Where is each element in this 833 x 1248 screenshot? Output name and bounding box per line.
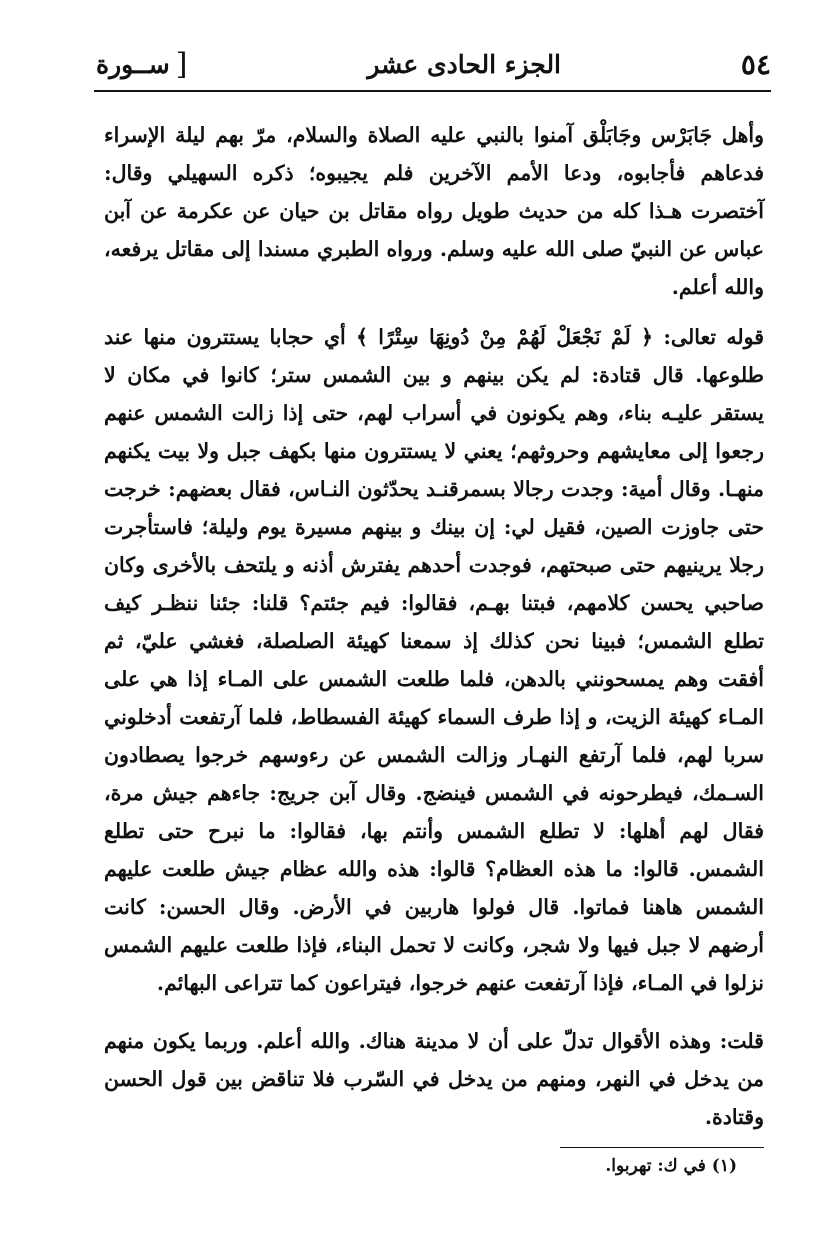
paragraph-2: قوله تعالى: ﴿ لَمْ نَجْعَلْ لَهُمْ مِنْ دُونِهَا سِتْرًا ﴾ أي حجابا يستترون منها عند طلوعها. قال قتادة: لم يكن بينهم و بين الشمس ستر؛ كانوا في مكان لا يستقر عليـه بناء، وهم يكونون في أسراب لهم، حتى إذا زالت الشمس عنهم رجعوا إلى معايشهم وحروثهم؛ يعني لا يستترون منها بكهف جبل ولا بيت يكنهم منهـا. وقال أمية: وجدت رجالا بسمرقنـد يحدّثون النـاس، فقال بعضهم: خرجت حتى جاوزت الصين، فقيل لي: إن بينك و بينهم مسيرة يوم وليلة؛ فاستأجرت رجلا يرينيهم حتى صبحتهم، فوجدت أحدهم يفترش أذنه و يلتحف بالأخرى وكان صاحبي يحسن كلامهم، فبتنا بهـم، فقالوا: فيم جئتم؟ قلنا: جئنا ننظـر كيف تطلع الشمس؛ فبينا نحن كذلك إذ سمعنا كهيئة الصلصلة، فغشي عليّ، ثم أفقت وهم يمسحونني بالدهن، فلما طلعت الشمس على المـاء إذا هي على المـاء كهيئة الزيت، و إذا طرف السماء كهيئة الفسطاط، فلما آرتفعت أدخلوني سربا لهم، فلما آرتفع النهـار وزالت الشمس عن رءوسهم خرجوا يصطادون السـمك، فيطرحونه في الشمس فينضج. وقال آبن جريج: جاءهم جيش مرة، فقال لهم أهلها: لا تطلع الشمس وأنتم بها، فقالوا: ما نبرح حتى تطلع الشمس. قالوا: ما هذه العظام؟ قالوا: هذه والله عظام جيش طلعت عليهم الشمس هاهنا فماتوا. قال فولوا هاربين في الأرض. وقال الحسن: كانت أرضهم لا جبل فيها ولا شجر، وكانت لا تحمل البناء، فإذا طلعت عليهم الشمس نزلوا في المـاء، فإذا آرتفعت عنهم خرجوا، فيتراعون كما تتراعى البهائم. xyxy=(104,325,764,995)
body-text xyxy=(104,116,764,1136)
page-header xyxy=(96,42,771,86)
footnote-rule xyxy=(560,1147,764,1148)
footnote: (١) في ك: تهربوا. xyxy=(605,1156,737,1176)
paragraph-3: قلت: وهذه الأقوال تدلّ على أن لا مدينة هناك. والله أعلم. وربما يكون منهم من يدخل في النهر، ومنهم من يدخل في السّرب فلا تناقض بين قول الحسن وقتادة. xyxy=(104,1029,764,1129)
surah-label: ســورة xyxy=(96,49,170,79)
header-rule xyxy=(94,90,771,92)
header-bracket: [ xyxy=(175,46,188,82)
paragraph-1: وأهل جَابَرْس وجَابَلْق آمنوا بالنبي عليه الصلاة والسلام، مرّ بهم ليلة الإسراء فدعاهم فأجابوه، ودعا الأمم الآخرين فلم يجيبوه؛ ذكره السهيلي وقال: آختصرت هـذا كله من حديث طويل رواه مقاتل بن حيان عن عكرمة عن آبن عباس عن النبيّ صلى الله عليه وسلم. ورواه الطبري مسندا إلى مقاتل يرفعه، والله أعلم. xyxy=(104,123,764,299)
surah-label-group xyxy=(96,47,187,82)
page-number: ٥٤ xyxy=(740,47,771,81)
running-title: الجزء الحادى عشر xyxy=(367,49,562,79)
